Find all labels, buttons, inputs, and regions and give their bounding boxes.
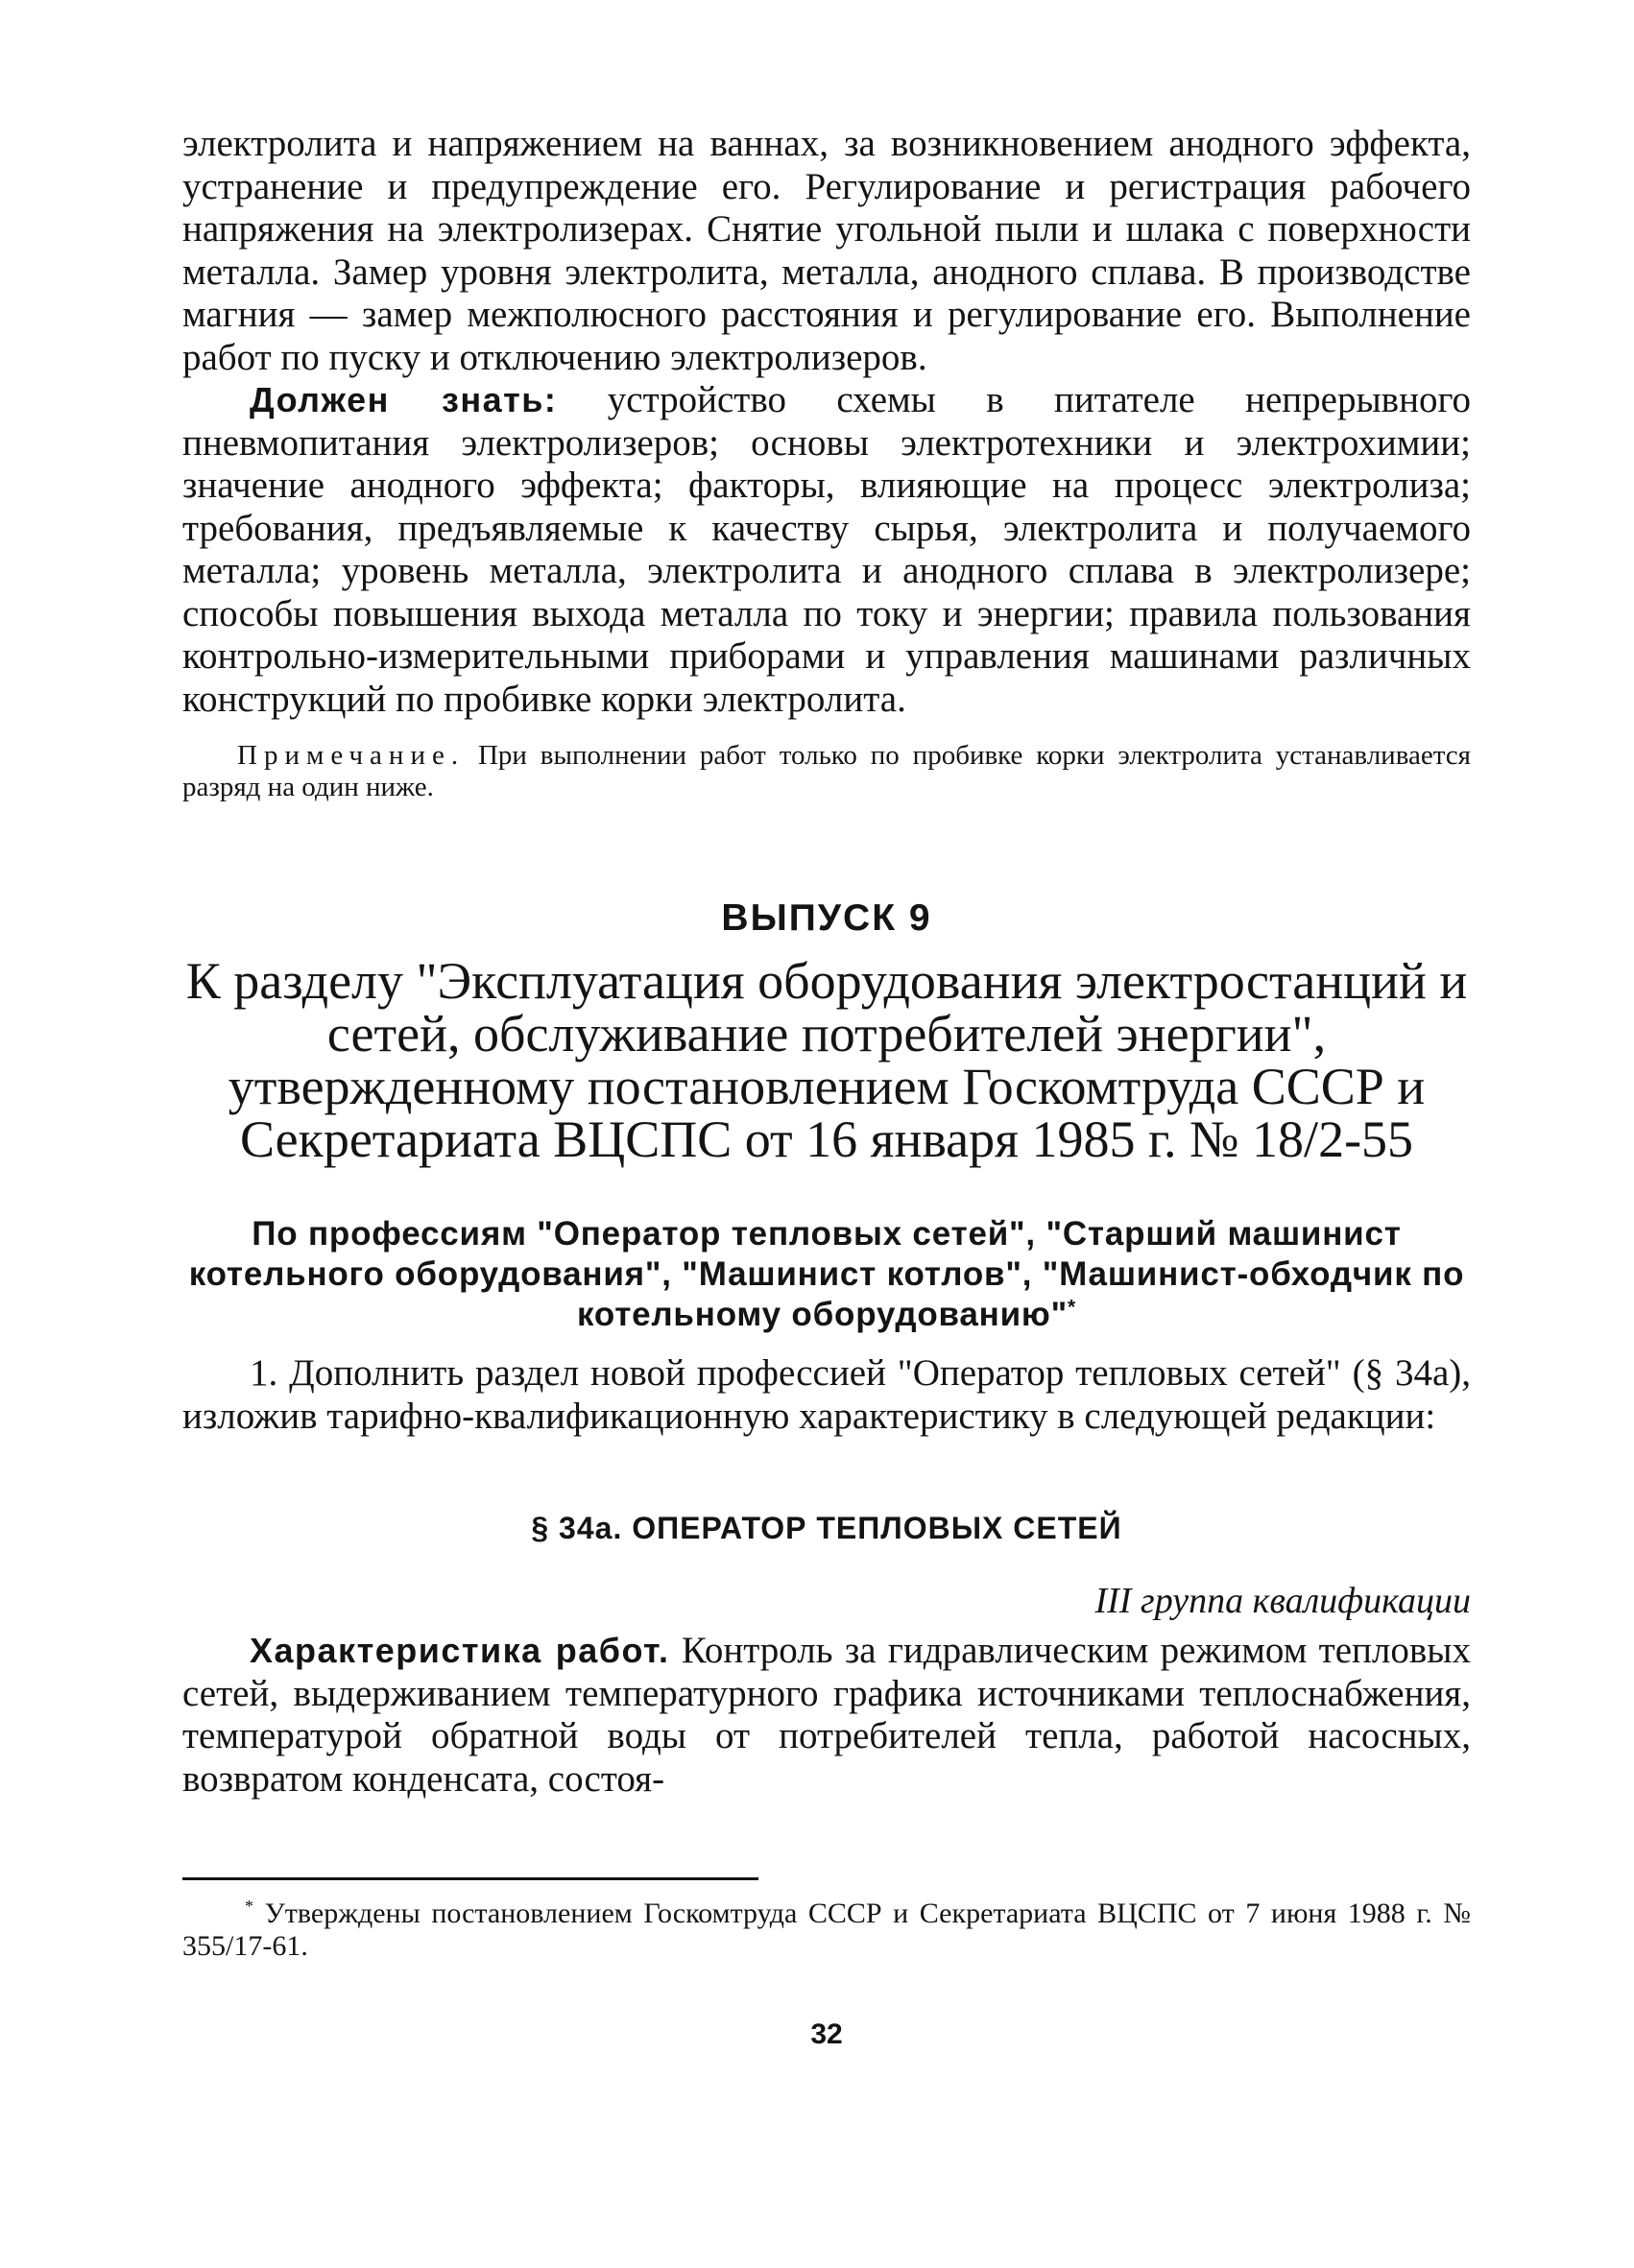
section-reference: К разделу "Эксплуатация оборудования электростанций и сетей, обслуживание потребителей энергии", утвержденному постановлением Госкомтруда СССР и Секретариата ВЦСПС от 16 января 1985 г. № 18/2-55 [185,952,1468,1168]
note-paragraph [182,740,1471,803]
item-1-paragraph: 1. Дополнить раздел новой профессией "Оператор тепловых сетей" (§ 34а), изложив тарифно-квалификационную характеристику в следующей редакции: [182,1352,1471,1437]
must-know-label: Должен знать: [250,380,558,419]
qualification-group: III группа квалификации [1094,1581,1471,1621]
work-characteristics-paragraph [182,1630,1471,1801]
professions-heading [182,1214,1471,1335]
must-know-text: устройство схемы в питателе непрерывного пневмопитания электролизеров; основы электротехники и электрохимии; значение анодного эффекта; факторы, влияющие на процесс электролиза; требования, предъявляемые к качеству сырья, электролита и получаемого металла; уровень металла, электролита и анодного сплава в электролизере; способы повышения выхода металла по току и энергии; правила пользования контрольно-измерительными приборами и управления машинами различных конструкций по пробивке корки электролита. [182,379,1471,720]
footnote [182,1898,1471,1963]
professions-footnote-mark: * [1067,1296,1076,1319]
note-text: При выполнении работ только по пробивке корки электролита устанавливается разряд на один ниже. [182,740,1471,802]
footnote-mark: * [245,1897,253,1916]
footnote-divider [182,1877,758,1880]
paragraph-34a-heading: § 34а. ОПЕРАТОР ТЕПЛОВЫХ СЕТЕЙ [531,1511,1122,1545]
document-page [182,123,1471,2051]
work-characteristics-label: Характеристика работ. [250,1631,670,1670]
page-number: 32 [810,2018,843,2050]
footnote-text: Утверждены постановлением Госкомтруда СССР и Секретариата ВЦСПС от 7 июня 1988 г. № 355/17-61. [182,1898,1471,1962]
issue-title: ВЫПУСК 9 [721,897,932,939]
professions-text: По профессиям "Оператор тепловых сетей", "Старший машинист котельного оборудования", "Машинист котлов", "Машинист-обходчик по котельному оборудованию" [188,1215,1465,1333]
work-characteristics-text: Контроль за гидравлическим режимом тепловых сетей, выдерживанием температурного графика источниками теплоснабжения, температурой обратной воды от потребителей тепла, работой насосных, возвратом конденсата, состоя- [182,1630,1471,1800]
must-know-paragraph [182,379,1471,721]
note-label: Примечание. [237,740,466,771]
top-paragraph: электролита и напряжением на ваннах, за возникновением анодного эффекта, устранение и предупреждение его. Регулирование и регистрация рабочего напряжения на электролизерах. Снятие угольной пыли и шлака с поверхности металла. Замер уровня электролита, металла, анодного сплава. В производстве магния — замер межполюсного расстояния и регулирование его. Выполнение работ по пуску и отключению электролизеров. [182,123,1471,378]
